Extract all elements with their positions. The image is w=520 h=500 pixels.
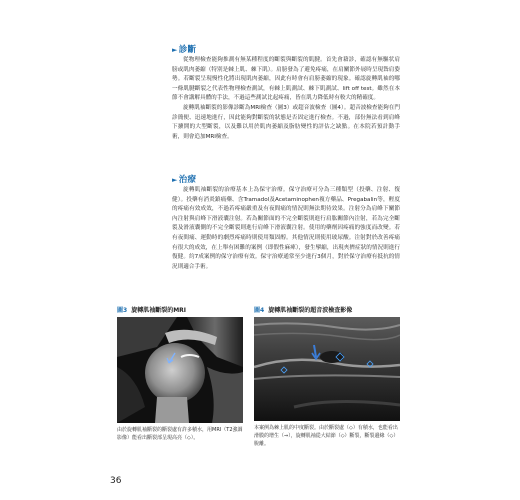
ultrasound-image [254, 317, 400, 421]
figure-number: 圖3 [117, 307, 128, 314]
page-number: 36 [110, 476, 122, 486]
paragraph: 旋轉肌袖斷裂的影像診斷為MRI檢查（圖3）或超音波檢查（圖4）。超音波檢查能夠在門診簡便、迅速地進行，因此能夠對斷裂的狀態是否固定進行檢查。不過，部份無法看到肩峰下擴開的大型斷裂，以及難以用於肌肉萎縮及脂肪變性的評估之缺點。在本院若預計動手術，則會追加MRI檢查。 [172, 104, 400, 140]
figure-label-ultrasound [254, 305, 352, 314]
heading-text: 治療 [178, 175, 197, 185]
figure-number: 圖4 [254, 307, 265, 314]
paragraph: 從物理檢查能夠推測有無某種程度的斷裂與斷裂的肌腱。首先會藉診，確認有無驅状肩膀或肌肉萎縮（特別是棘上肌、棘下肌）。肩膀發為了避免疼痛，在肩關節外展時呈現聳肩姿勢。若斷裂呈現慢性化將出現肌肉萎縮，因此有時會有肩膀萎縮的現象。確認旋轉肌袖的哪一條肌腱斷裂之代表性物理檢查測試，有棘上肌測試、棘下肌測試、lift off test。雖然在本節不會講解具體的手法，不過這些測試比起疼痛，皆在肌力降低時有較大的精確度。 [172, 57, 400, 102]
figure-title: 旋轉肌袖斷裂的超音波檢查影像 [268, 307, 353, 314]
treatment-body [172, 186, 400, 272]
triangle-bullet-icon: ► [172, 46, 178, 54]
mri-image [117, 317, 243, 423]
section-heading-treatment [172, 173, 196, 185]
ultrasound-illustration [254, 317, 400, 421]
diagnosis-body [172, 56, 400, 142]
figure-caption-ultrasound: 本案例為棘上肌的中度斷裂。由於斷裂處（◇）有積水，也能看出滑膜的增生（⇒），旋轉肌袖從大結節（◇）斷裂，斷裂邊緣（◇）脫離。 [254, 425, 399, 448]
figure-title: 旋轉肌袖斷裂的MRI [131, 307, 187, 314]
section-heading-diagnosis [172, 43, 196, 55]
mri-illustration [117, 317, 243, 423]
triangle-bullet-icon: ► [172, 176, 178, 184]
figure-caption-mri: 由於旋轉肌袖斷裂的斷裂處有許多積水，用MRI（T2強調影像）能看出斷裂部呈現高亮（◇）。 [117, 427, 243, 442]
paragraph: 旋轉肌袖斷裂的治療基本上為保守治療。保守治療可分為三種類型（投藥、注射、復健）。投藥有消炎鎮痛藥、含Tramadol及Acetaminophen複方藥品、Pregabalin等，輕度的疼痛有效成效，不過若疼痛嚴重及有夜間痛的情況則無法期待效果。注射分為肩峰下關節內注射與肩峰下滑液囊注射。若為關節面的不完全斷裂則進行肩肱關節內注射，若為完全斷裂及滑液囊側的不完全斷裂則進行肩峰下滑液囊注射。使用的藥劑因疼痛的強度而改變。若有夜間痛、運動時的劇烈疼痛時則使用類固醇。其他情況則使用玻尿酸。注射對於改善疼痛有很大的成效，在上舉有困難的案例（即假性麻痺），發生攣縮，出現夾擠症狀的情況則進行復健。約7成案例的保守治療有效。保守治療通常至少進行3個月，對於保守治療有抵抗的情況則適合手術。 [172, 187, 400, 270]
heading-text: 診斷 [178, 45, 197, 55]
figure-label-mri [117, 305, 186, 314]
